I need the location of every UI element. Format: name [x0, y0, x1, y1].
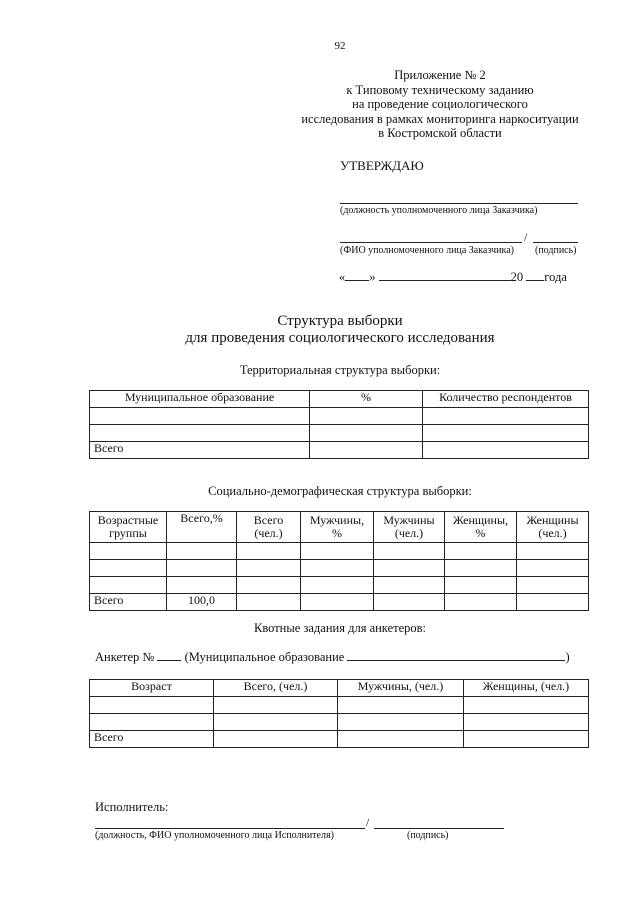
table-header-row — [90, 512, 589, 543]
table-row — [90, 425, 589, 442]
header-cell: Мужчины, % — [301, 512, 374, 543]
page-number: 92 — [334, 40, 346, 52]
year-blank — [526, 270, 544, 281]
interviewer-line — [95, 650, 570, 665]
total-label: Всего — [90, 731, 214, 748]
territorial-table — [89, 390, 589, 459]
header-cell: Всего, (чел.) — [214, 680, 338, 697]
appendix-line: к Типовому техническому заданию — [346, 82, 534, 97]
name-line — [340, 242, 522, 243]
header-cell: Всего (чел.) — [237, 512, 301, 543]
month-blank — [379, 270, 511, 281]
header-cell: Женщины, % — [445, 512, 517, 543]
title-line: для проведения социологического исследования — [185, 330, 495, 346]
header-cell: % — [310, 391, 423, 408]
executor-signature-line — [374, 828, 504, 829]
executor-label: Исполнитель: — [95, 800, 169, 814]
appendix-line: исследования в рамках мониторинга наркоситуации — [301, 111, 579, 126]
header-cell: Количество респондентов — [423, 391, 589, 408]
year-prefix: 20 — [510, 270, 524, 284]
municipality-blank — [347, 650, 565, 661]
approval-title: УТВЕРЖДАЮ — [340, 158, 424, 173]
header-cell: Женщины, (чел.) — [464, 680, 589, 697]
table-header-row — [90, 680, 589, 697]
signature-line — [533, 242, 578, 243]
table-row — [90, 408, 589, 425]
position-caption: (должность уполномоченного лица Заказчика) — [340, 205, 538, 216]
slash: / — [524, 230, 528, 244]
header-cell: Мужчины, (чел.) — [338, 680, 464, 697]
demographic-heading: Социально-демографическая структура выборки: — [208, 484, 472, 498]
header-cell: Всего,% — [167, 512, 237, 543]
table-row — [90, 594, 589, 611]
demographic-table — [89, 511, 589, 611]
total-label: Всего — [90, 442, 310, 459]
header-cell: Муниципальное образование — [90, 391, 310, 408]
table-row — [90, 697, 589, 714]
table-row — [90, 560, 589, 577]
day-blank — [345, 270, 369, 281]
name-caption: (ФИО уполномоченного лица Заказчика) — [340, 245, 514, 256]
date-open-quote: « — [339, 270, 346, 284]
approval-date — [339, 270, 567, 285]
signature-caption: (подпись) — [535, 245, 577, 256]
appendix-line: на проведение социологического — [352, 97, 528, 111]
territorial-heading: Территориальная структура выборки: — [239, 363, 441, 377]
table-row — [90, 577, 589, 594]
total-label: Всего — [90, 594, 167, 611]
municipality-label: (Муниципальное образование — [184, 650, 345, 664]
total-value: 100,0 — [167, 594, 237, 611]
executor-signature-caption: (подпись) — [407, 830, 449, 841]
close-paren: ) — [565, 650, 570, 664]
executor-line — [95, 828, 365, 829]
executor-caption: (должность, ФИО уполномоченного лица Исполнителя) — [95, 830, 334, 841]
year-suffix: года — [544, 270, 567, 284]
table-row — [90, 714, 589, 731]
table-row — [90, 543, 589, 560]
quota-heading: Квотные задания для анкетеров: — [253, 621, 426, 635]
position-line — [340, 203, 578, 204]
appendix-line: Приложение № 2 — [394, 68, 486, 82]
slash: / — [366, 815, 370, 829]
header-cell: Мужчины (чел.) — [374, 512, 445, 543]
appendix-line: в Костромской области — [378, 126, 502, 140]
document-title — [0, 313, 640, 347]
interviewer-label: Анкетер № — [95, 650, 155, 664]
date-close-quote: » — [369, 270, 376, 284]
title-line: Структура выборки — [277, 313, 403, 329]
table-row — [90, 731, 589, 748]
table-row — [90, 442, 589, 459]
table-header-row — [90, 391, 589, 408]
header-cell: Женщины (чел.) — [517, 512, 589, 543]
interviewer-number-blank — [157, 650, 181, 661]
header-cell: Возрастные группы — [90, 512, 167, 543]
quota-table — [89, 679, 589, 748]
header-cell: Возраст — [90, 680, 214, 697]
appendix-block — [280, 68, 600, 141]
